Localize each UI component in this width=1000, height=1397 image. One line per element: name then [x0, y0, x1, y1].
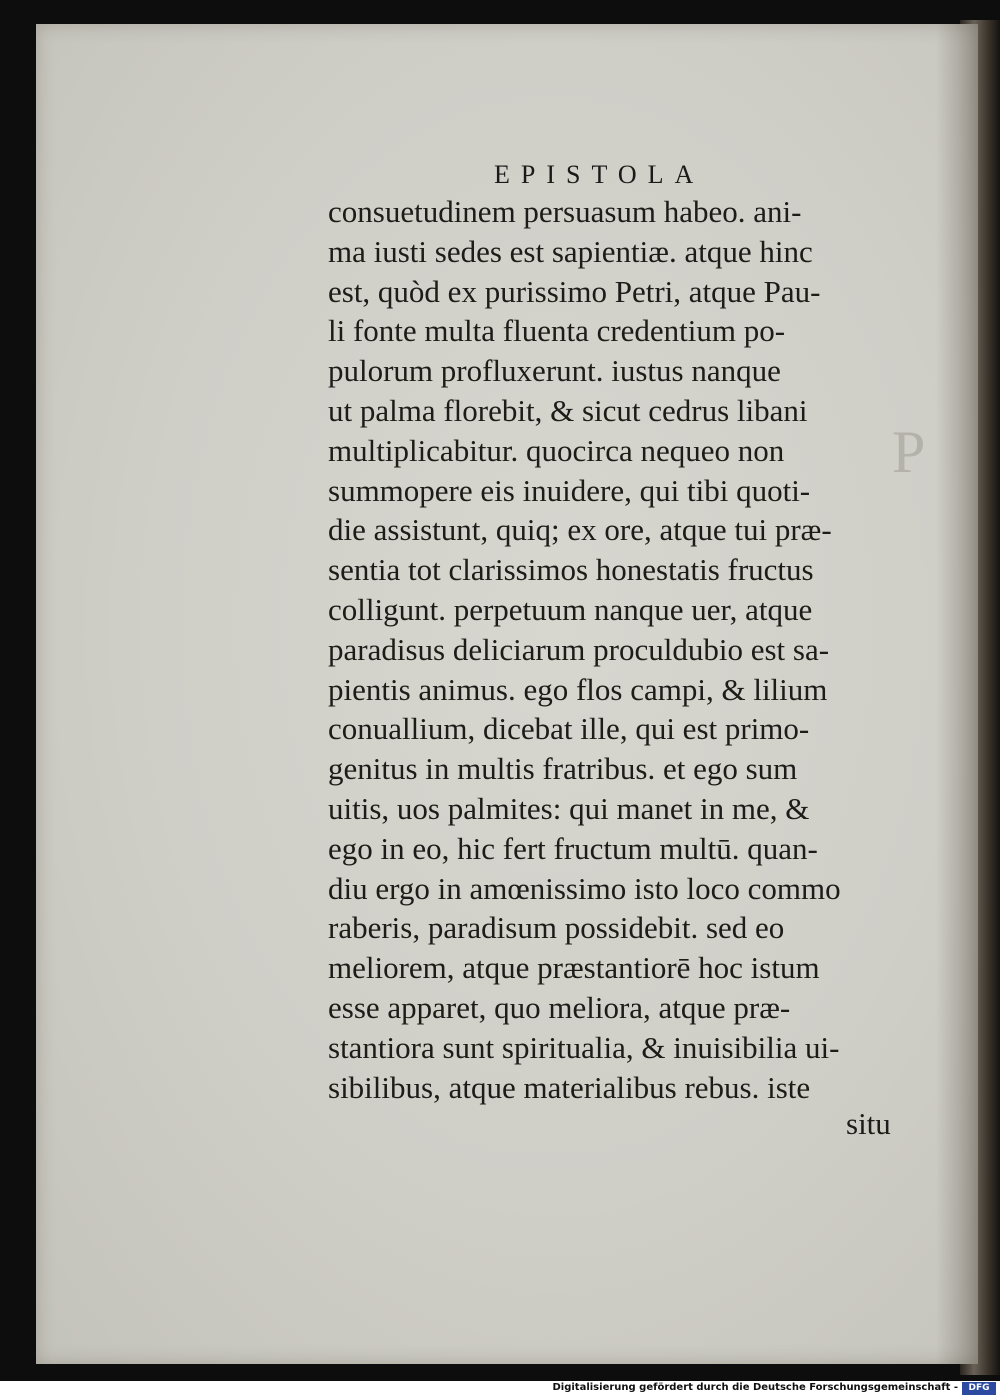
text-line: diu ergo in amœnissimo isto loco commo [328, 870, 841, 906]
body-text [328, 192, 892, 1107]
dfg-logo: DFG [962, 1382, 996, 1395]
text-line: pientis animus. ego flos campi, & lilium [328, 671, 828, 707]
gutter-shadow [936, 24, 978, 1364]
show-through-letter: P [892, 419, 926, 485]
catchword: situ [846, 1106, 891, 1141]
text-line: conuallium, dicebat ille, qui est primo- [328, 711, 810, 747]
text-line: ma iusti sedes est sapientiæ. atque hinc [328, 233, 813, 269]
text-line: pulorum profluxerunt. iustus nanque [328, 353, 781, 389]
text-line: colligunt. perpetuum nanque uer, atque [328, 591, 813, 627]
text-line: sentia tot clarissimos honestatis fructus [328, 552, 814, 588]
text-line: consuetudinem persuasum habeo. ani- [328, 194, 802, 229]
text-line: sibilibus, atque materialibus rebus. iste [328, 1069, 811, 1105]
text-line: paradisus deliciarum proculdubio est sa- [328, 631, 830, 667]
text-line: meliorem, atque præstantiorē hoc istum [328, 950, 820, 986]
text-line: raberis, paradisum possidebit. sed eo [328, 910, 785, 946]
text-line: genitus in multis fratribus. et ego sum [328, 751, 798, 787]
text-line: esse apparet, quo meliora, atque præ- [328, 989, 791, 1025]
text-line: est, quòd ex purissimo Petri, atque Pau- [328, 273, 821, 309]
footer-bar [0, 1381, 1000, 1397]
text-line: stantiora sunt spiritualia, & inuisibilia ui- [328, 1029, 840, 1065]
text-line: multiplicabitur. quocirca nequeo non [328, 432, 785, 468]
text-line: die assistunt, quiq; ex ore, atque tui præ- [328, 512, 832, 548]
text-line: ut palma florebit, & sicut cedrus libani [328, 392, 808, 428]
text-line: ego in eo, hic fert fructum multū. quan- [328, 830, 818, 866]
footer-credit: Digitalisierung gefördert durch die Deutsche Forschungsgemeinschaft - [552, 1382, 958, 1393]
text-line: li fonte multa fluenta credentium po- [328, 313, 786, 349]
text-line: uitis, uos palmites: qui manet in me, & [328, 790, 810, 826]
running-head: EPISTOLA [494, 160, 705, 189]
text-line: summopere eis inuidere, qui tibi quoti- [328, 472, 811, 508]
